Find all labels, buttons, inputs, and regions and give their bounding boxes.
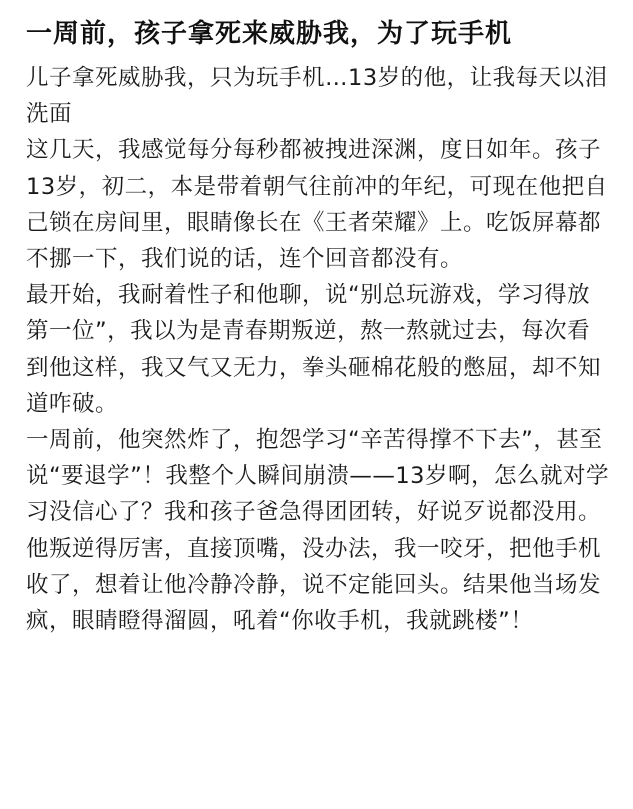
paragraph-1: 这几天，我感觉每分每秒都被拽进深渊，度日如年。孩子13岁，初二，本是带着朝气往前冲的年纪，可现在他把自己锁在房间里，眼睛像长在《王者荣耀》上。吃饭屏幕都不挪一下，我们说的话，连个回音都没有。 [26,137,608,273]
paragraph-3: 一周前，他突然炸了，抱怨学习“辛苦得撑不下去”，甚至说“要退学”！我整个人瞬间崩溃——13岁啊，怎么就对学习没信心了？我和孩子爸急得团团转，好说歹说都没用。他叛逆得厉害，直接顶嘴，没办法，我一咬牙，把他手机收了，想着让他冷静冷静，说不定能回头。结果他当场发疯，眼睛瞪得溜圆，吼着“你收手机，我就跳楼”！ [26,427,609,635]
article-title: 一周前，孩子拿死来威胁我，为了玩手机 [26,19,513,49]
article-body [26,60,611,639]
article-subtitle: 儿子拿死威胁我，只为玩手机…13岁的他，让我每天以泪洗面 [26,65,608,128]
paragraph-2: 最开始，我耐着性子和他聊，说“别总玩游戏，学习得放第一位”，我以为是青春期叛逆，熬一熬就过去，每次看到他这样，我又气又无力，拳头砸棉花般的憋屈，却不知道咋破。 [26,282,602,417]
